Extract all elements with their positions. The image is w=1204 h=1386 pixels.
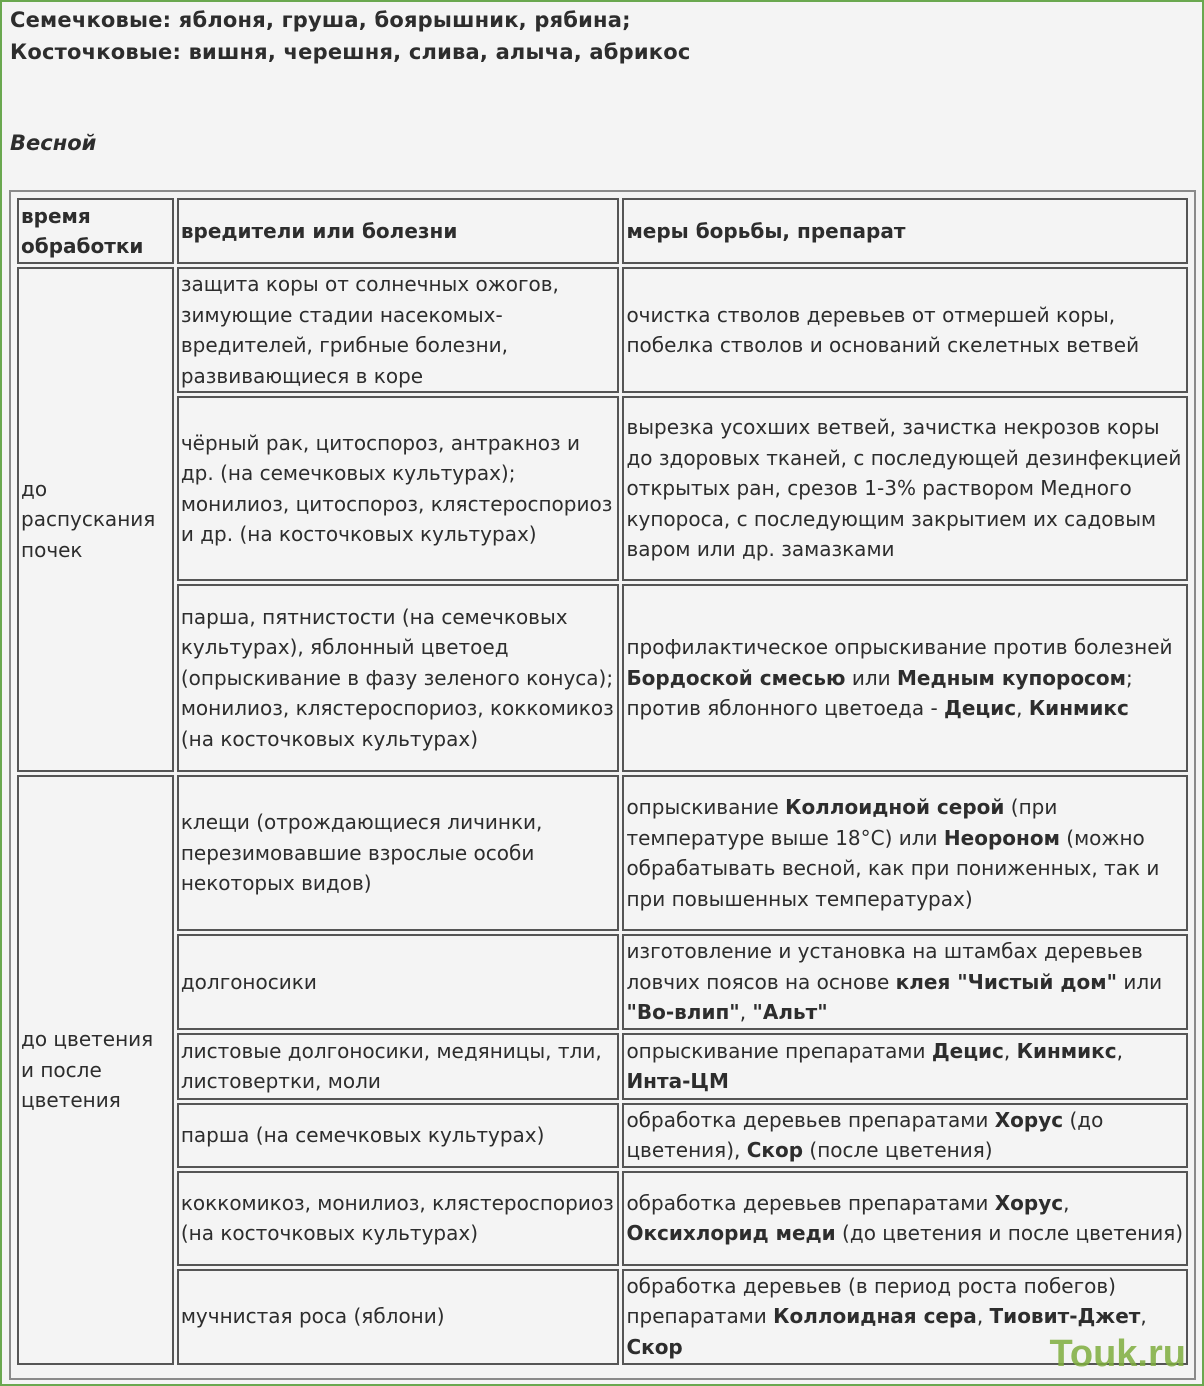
site-watermark-logo: Touk.ru — [1049, 1333, 1186, 1375]
measure-text: или — [845, 665, 897, 690]
measure-text: (можно обрабатывать весной, как при пониженных, так и при повышенных температурах) — [626, 825, 1160, 911]
table-row — [17, 1269, 1188, 1365]
pest-cell: чёрный рак, цитоспороз, антракноз и др. (на семечковых культурах); монилиоз, цитоспороз, клястероспориоз и др. (на косточковых культурах) — [177, 396, 620, 581]
treatment-table-wrapper — [9, 190, 1196, 1380]
measure-text: опрыскивание препаратами — [626, 1038, 932, 1063]
product-name: Децис — [931, 1038, 1004, 1063]
measure-cell — [622, 584, 1188, 772]
measure-text: обработка деревьев (в период роста побегов) препаратами — [626, 1273, 1116, 1329]
treatment-table — [14, 195, 1191, 1368]
header-time: время обработки — [17, 198, 174, 264]
measure-text: (при температуре выше 18°С) или — [626, 795, 1058, 850]
pest-cell: парша (на семечковых культурах) — [177, 1103, 620, 1168]
measure-text: , — [1003, 1038, 1017, 1063]
pest-cell: листовые долгоносики, медяницы, тли, листовертки, моли — [177, 1033, 620, 1100]
product-name: "Альт" — [752, 1000, 828, 1024]
measure-text: (после цветения) — [803, 1138, 993, 1162]
product-name: Коллоидной серой — [785, 795, 1005, 819]
measure-text: (до цветения), — [626, 1107, 1104, 1162]
measure-text: (до цветения и после цветения) — [835, 1221, 1184, 1245]
table-row — [17, 267, 1188, 393]
season-heading: Весной — [10, 131, 97, 155]
measure-cell — [622, 1103, 1188, 1168]
intro-line-stone: Косточковые: вишня, черешня, слива, алыча, абрикос — [10, 40, 691, 64]
measure-cell — [622, 267, 1188, 393]
measure-text: , — [976, 1304, 990, 1329]
product-name: Кинмикс — [1028, 696, 1129, 721]
header-measures: меры борьбы, препарат — [622, 198, 1188, 264]
product-name: Хорус — [994, 1107, 1064, 1132]
product-name: Скор — [626, 1334, 683, 1359]
measure-text: изготовление и установка на штамбах деревьев ловчих поясов на основе — [626, 939, 1143, 994]
treatment-time-cell: до цветения и после цветения — [17, 775, 174, 1365]
product-name: Децис — [944, 696, 1017, 721]
measure-text: , — [739, 1000, 753, 1024]
measure-text: профилактическое опрыскивание против болезней — [626, 635, 1173, 660]
product-name: Медным купоросом — [897, 665, 1127, 690]
measure-text: , — [1016, 696, 1029, 721]
table-row — [17, 1033, 1188, 1100]
pest-cell: защита коры от солнечных ожогов, зимующие стадии насекомых-вредителей, грибные болезни, развивающиеся в коре — [177, 267, 620, 393]
measure-cell — [622, 1171, 1188, 1266]
pest-cell: долгоносики — [177, 934, 620, 1030]
product-name: Инта-ЦМ — [626, 1069, 729, 1093]
measure-cell — [622, 396, 1188, 581]
intro-line-pome: Семечковые: яблоня, груша, боярышник, рябина; — [10, 8, 631, 32]
measure-cell — [622, 775, 1188, 931]
measure-text: , — [1116, 1038, 1123, 1063]
product-name: Скор — [746, 1138, 804, 1162]
measure-text: или — [1117, 969, 1163, 994]
measure-text: опрыскивание — [626, 795, 786, 819]
product-name: Хорус — [994, 1190, 1064, 1215]
product-name: "Во-влип" — [626, 1000, 740, 1024]
table-header-row — [17, 198, 1188, 264]
pest-cell: мучнистая роса (яблони) — [177, 1269, 620, 1365]
measure-text: обработка деревьев препаратами — [626, 1107, 995, 1132]
product-name: Бордоской смесью — [626, 665, 846, 690]
measure-cell — [622, 934, 1188, 1030]
measure-text: очистка стволов деревьев от отмершей коры, побелка стволов и оснований скелетных ветвей — [626, 302, 1140, 357]
measure-text: вырезка усохших ветвей, зачистка некрозов коры до здоровых тканей, с последующей дезинфекцией открытых ран, срезов 1-3% раствором Медного купороса, с последующим закрытием их садовым варом или др. замазками — [626, 415, 1182, 562]
table-row — [17, 584, 1188, 772]
measure-cell — [622, 1033, 1188, 1100]
pest-cell: парша, пятнистости (на семечковых культурах), яблонный цветоед (опрыскивание в фазу зеленого конуса); монилиоз, клястероспориоз, коккомикоз (на косточковых культурах) — [177, 584, 620, 772]
product-name: клея "Чистый дом" — [895, 969, 1118, 994]
product-name: Тиовит-Джет — [989, 1304, 1141, 1329]
pest-cell: клещи (отрождающиеся личинки, перезимовавшие взрослые особи некоторых видов) — [177, 775, 620, 931]
measure-text: , — [1063, 1190, 1070, 1215]
product-name: Неороном — [943, 825, 1060, 850]
measure-text: ; против яблонного цветоеда - — [626, 665, 1133, 721]
measure-text: обработка деревьев препаратами — [626, 1190, 995, 1215]
pest-cell: коккомикоз, монилиоз, клястероспориоз (на косточковых культурах) — [177, 1171, 620, 1266]
measure-text: , — [1140, 1304, 1147, 1329]
header-pests: вредители или болезни — [177, 198, 620, 264]
product-name: Кинмикс — [1016, 1038, 1117, 1063]
table-row — [17, 1171, 1188, 1266]
table-row — [17, 396, 1188, 581]
table-row — [17, 1103, 1188, 1168]
table-row — [17, 775, 1188, 931]
product-name: Оксихлорид меди — [626, 1221, 836, 1245]
treatment-time-cell: до распускания почек — [17, 267, 174, 772]
table-row — [17, 934, 1188, 1030]
product-name: Коллоидная сера — [773, 1304, 977, 1329]
